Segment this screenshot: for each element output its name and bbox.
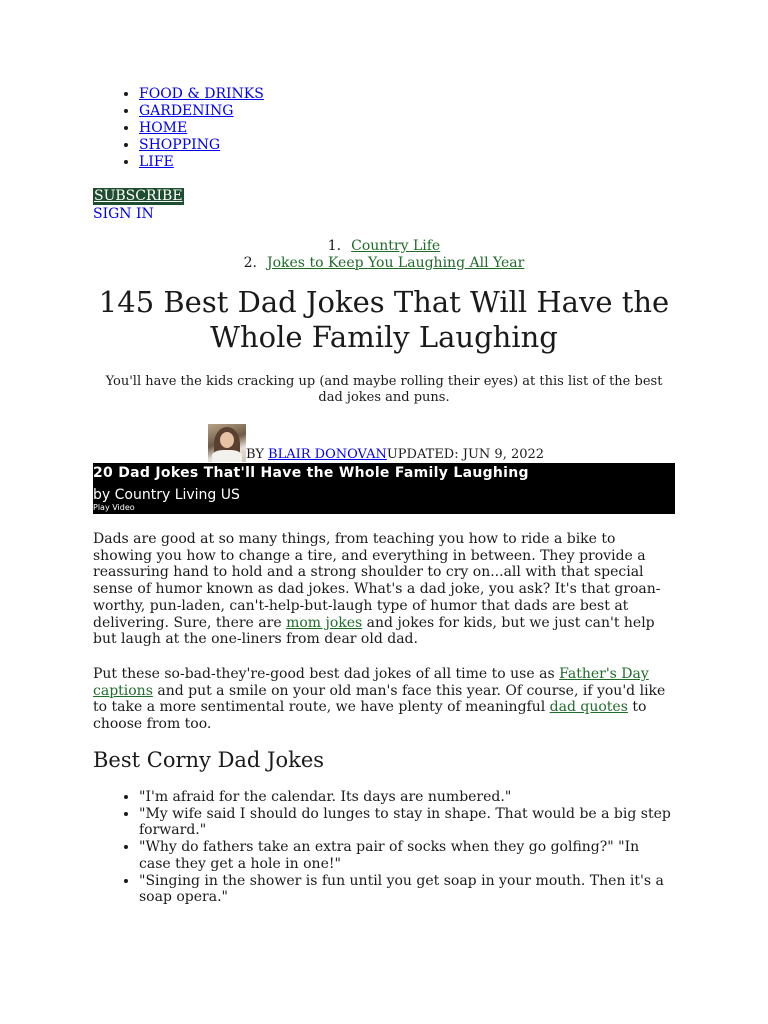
breadcrumb-link-jokes[interactable]: Jokes to Keep You Laughing All Year (267, 255, 525, 271)
page-title: 145 Best Dad Jokes That Will Have the Whole Family Laughing (98, 285, 670, 354)
video-source: by Country Living US (93, 487, 240, 503)
intro-text-b: and jokes for kids, but we just can't help but laugh at the one-liners from dear old dad. (93, 614, 655, 648)
byline (208, 424, 544, 462)
byline-prefix: BY (246, 447, 269, 462)
top-nav-list (93, 86, 264, 171)
mom-jokes-link[interactable]: mom jokes (286, 614, 363, 631)
author-link[interactable]: BLAIR DONOVAN (268, 447, 387, 462)
breadcrumb-link-country-life[interactable]: Country Life (351, 238, 441, 254)
nav-item-life (139, 154, 264, 171)
intro-text-a: Dads are good at so many things, from teaching you how to ride a bike to showing you how to change a tire, and everything in between. They provide a reassuring hand to hold and a strong shoulder to cry on...all with that special sense of humor known as dad jokes. What's a dad joke, you ask? It's that groan-worthy, pun-laden, can't-help-but-laugh type of humor that dads are best at delivering. Sure, there are (93, 531, 661, 631)
nav-item-food-drinks (139, 86, 264, 103)
breadcrumb-item (0, 255, 768, 272)
nav-link-food-drinks[interactable]: FOOD & DRINKS (139, 86, 264, 102)
list-item: • "My wife said I should do lunges to stay in shape. That would be a big step forward." (139, 806, 675, 839)
list-item: • "Why do fathers take an extra pair of socks when they go golfing?" "In case they get a hole in one!" (139, 839, 675, 872)
fathers-day-captions-link[interactable]: Father's Day captions (93, 666, 649, 699)
list-item: • "I'm afraid for the calendar. Its days are numbered." (139, 789, 675, 806)
intro-paragraph (93, 531, 675, 648)
nav-link-gardening[interactable]: GARDENING (139, 103, 234, 119)
section-heading: Best Corny Dad Jokes (93, 748, 325, 772)
nav-link-life[interactable]: LIFE (139, 154, 174, 170)
nav-item-shopping (139, 137, 264, 154)
article-dek: You'll have the kids cracking up (and maybe rolling their eyes) at this list of the best dad jokes and puns. (105, 374, 663, 405)
author-avatar (208, 424, 246, 462)
nav-item-gardening (139, 103, 264, 120)
breadcrumb-item (0, 238, 768, 255)
second-text-b: and put a smile on your old man's face this year. Of course, if you'd like to take a more sentimental route, we have plenty of meaningful (93, 682, 666, 716)
list-item: • "Singing in the shower is fun until you get soap in your mouth. Then it's a soap opera." (139, 873, 675, 906)
sign-in-link[interactable]: SIGN IN (93, 206, 154, 222)
nav-item-home (139, 120, 264, 137)
subscribe-button[interactable]: SUBSCRIBE (94, 188, 183, 204)
breadcrumb-number: 1. (327, 238, 342, 254)
play-video-button[interactable]: Play Video (93, 503, 135, 512)
second-paragraph (93, 666, 675, 733)
nav-link-shopping[interactable]: SHOPPING (139, 137, 221, 153)
nav-link-home[interactable]: HOME (139, 120, 188, 136)
breadcrumb-number: 2. (243, 255, 257, 271)
second-text-a: Put these so-bad-they're-good best dad jokes of all time to use as (93, 666, 560, 682)
dad-quotes-link[interactable]: dad quotes (549, 699, 628, 716)
breadcrumb (0, 238, 768, 272)
jokes-list (93, 789, 675, 906)
updated-date: UPDATED: JUN 9, 2022 (386, 447, 545, 462)
video-player[interactable] (93, 463, 675, 514)
video-title: 20 Dad Jokes That'll Have the Whole Family Laughing (93, 465, 529, 481)
second-text-c: to choose from too. (93, 699, 647, 733)
